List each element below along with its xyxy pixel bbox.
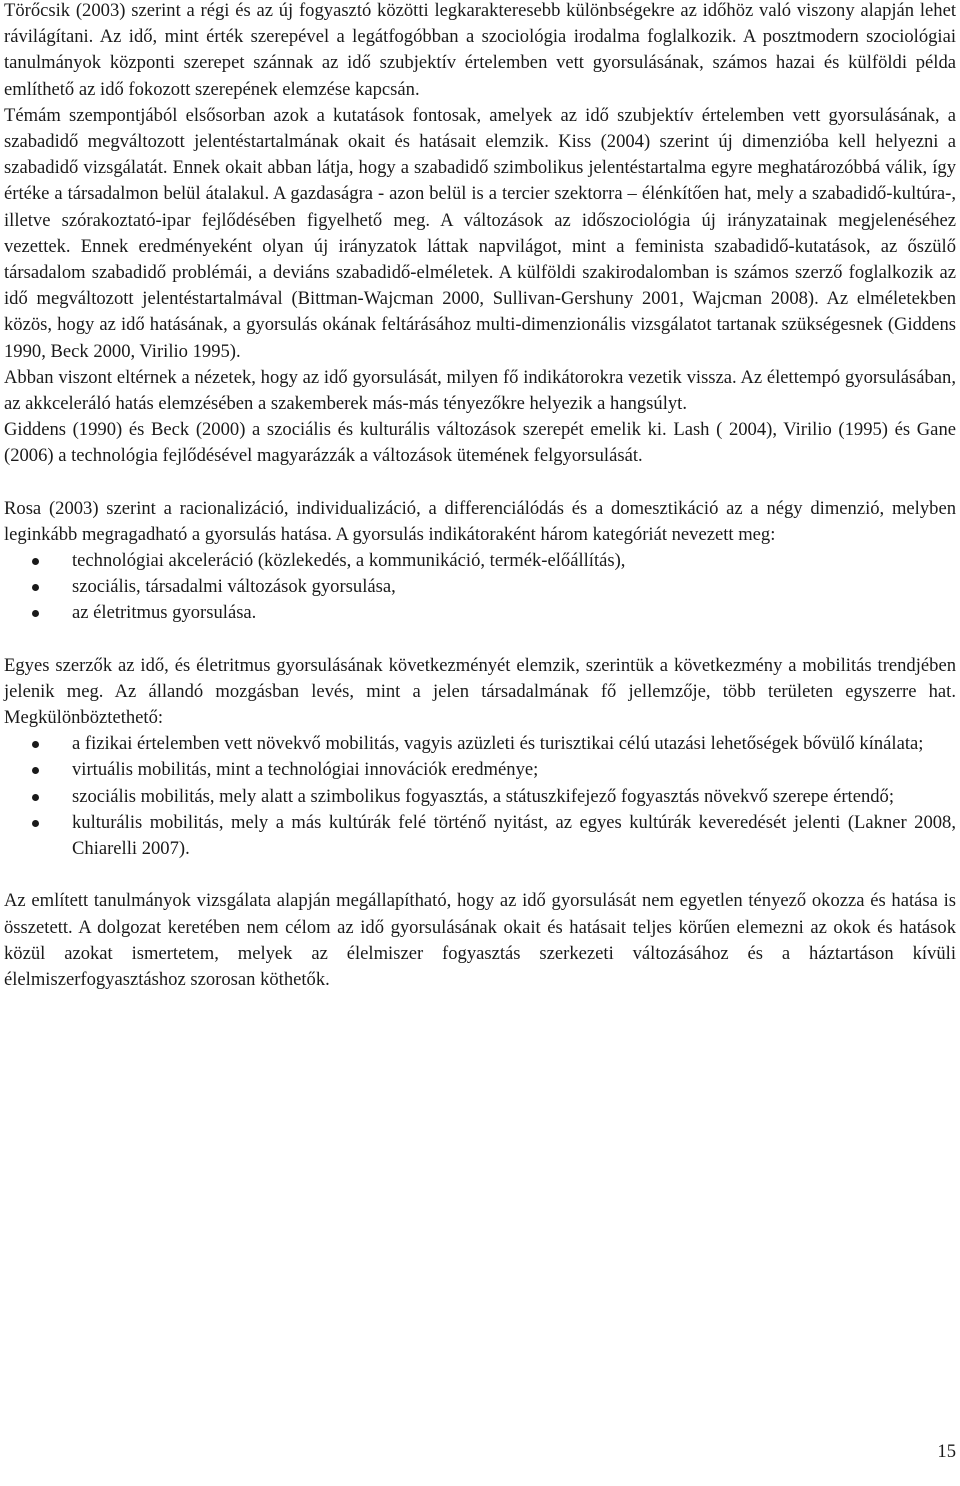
list-item: virtuális mobilitás, mint a technológiai innovációk eredménye; <box>4 757 956 783</box>
bullet-icon <box>32 610 39 617</box>
acceleration-indicator-list <box>4 548 956 627</box>
list-item: szociális, társadalmi változások gyorsulása, <box>4 574 956 600</box>
list-item: technológiai akceleráció (közlekedés, a kommunikáció, termék-előállítás), <box>4 548 956 574</box>
bullet-icon <box>32 558 39 565</box>
page-number: 15 <box>937 1441 956 1462</box>
paragraph-mobility: Egyes szerzők az idő, és életritmus gyorsulásának következményét elemzik, szerintük a következmény a mobilitás trendjében jelenik meg. Az állandó mozgásban levés, mint a jelen társadalmának fő jellemzője, több területen egyszerre hat. Megkülönböztethető: <box>4 654 956 729</box>
paragraph-giddens-beck: Giddens (1990) és Beck (2000) a szociális és kulturális változások szerepét emelik ki. Lash ( 2004), Virilio (1995) és Gane (2006) a technológia fejlődésével magyarázzák a változások ütemének felgyorsulását. <box>4 419 956 467</box>
bullet-icon <box>32 820 39 827</box>
mobility-type-list <box>4 731 956 862</box>
list-item: az életritmus gyorsulása. <box>4 600 956 626</box>
bullet-icon <box>32 767 39 774</box>
paragraph-spacer <box>4 862 956 888</box>
bullet-icon <box>32 584 39 591</box>
paragraph-spacer <box>4 627 956 653</box>
document-page <box>4 0 956 993</box>
paragraph-rosa: Rosa (2003) szerint a racionalizáció, individualizáció, a differenciálódás és a domesztikáció az a négy dimenzió, melyben leginkább megragadható a gyorsulás hatása. A gyorsulás indikátoraként három kategóriát nevezett meg: <box>4 497 956 545</box>
paragraph-spacer <box>4 470 956 496</box>
list-item: kulturális mobilitás, mely a más kultúrák felé történő nyitást, az egyes kultúrák keveredését jelenti (Lakner 2008, Chiarelli 2007). <box>4 810 956 862</box>
paragraph-research-focus: Témám szempontjából elsősorban azok a kutatások fontosak, amelyek az idő szubjektív értelemben vett gyorsulásának, a szabadidő megváltozott jelentéstartalmának okait és hatásait elemzik. Kiss (2004) szerint új dimenzióba kell helyezni a szabadidő vizsgálatát. Ennek okait abban látja, hogy a szabadidő szimbolikus jelentéstartalma egyre meghatározóbbá válik, így értéke a társadalmon belül átalakul. A gazdaságra - azon belül is a tercier szektorra – élénkítően hat, mely a szabadidő-kultúra-, illetve szórakoztató-ipar fejlődésében figyelhető meg. A változások az időszociológia új irányzatainak megjelenéséhez vezettek. Ennek eredményeként olyan új irányzatok láttak napvilágot, mint a feminista szabadidő-kutatások, az őszülő társadalom szabadidő problémái, a deviáns szabadidő-elméletek. A külföldi szakirodalomban is számos szerző foglalkozik az idő megváltozott jelentéstartalmával (Bittman-Wajcman 2000, Sullivan-Gershuny 2001, Wajcman 2008). Az elméletekben közös, hogy az idő hatásának, a gyorsulás okának feltárásához multi-dimenzionális vizsgálatot tartanak szükségesnek (Giddens 1990, Beck 2000, Virilio 1995). <box>4 104 956 362</box>
bullet-icon <box>32 741 39 748</box>
paragraph-intro: Törőcsik (2003) szerint a régi és az új fogyasztó közötti legkarakteresebb különbségekre az időhöz való viszony alapján lehet rávilágítani. Az idő, mint érték szerepével a legátfogóbban a szociológia irodalma foglalkozik. A posztmodern szociológiai tanulmányok központi szerepet szánnak az idő szubjektív értelemben vett gyorsulásának, számos hazai és külföldi példa említhető az idő fokozott szerepének elemzése kapcsán. <box>4 0 956 100</box>
list-item: szociális mobilitás, mely alatt a szimbolikus fogyasztás, a státuszkifejező fogyasztás növekvő szerepe értendő; <box>4 784 956 810</box>
list-item: a fizikai értelemben vett növekvő mobilitás, vagyis azüzleti és turisztikai célú utazási lehetőségek bővülő kínálata; <box>4 731 956 757</box>
bullet-icon <box>32 794 39 801</box>
paragraph-conclusion: Az említett tanulmányok vizsgálata alapján megállapítható, hogy az idő gyorsulását nem egyetlen tényező okozza és hatása is összetett. A dolgozat keretében nem célom az idő gyorsulásának okait és hatásait teljes körűen elemezni az okok és hatások közül azokat ismertetem, melyek az élelmiszer fogyasztás szerkezeti változásához és a háztartáson kívüli élelmiszerfogyasztáshoz szorosan köthetők. <box>4 890 956 990</box>
paragraph-differing-views: Abban viszont eltérnek a nézetek, hogy az idő gyorsulását, milyen fő indikátorokra vezetik vissza. Az élettempó gyorsulásában, az akkceleráló hatás elemzésében a szakemberek más-más tényezőkre helyezik a hangsúlyt. <box>4 366 956 415</box>
